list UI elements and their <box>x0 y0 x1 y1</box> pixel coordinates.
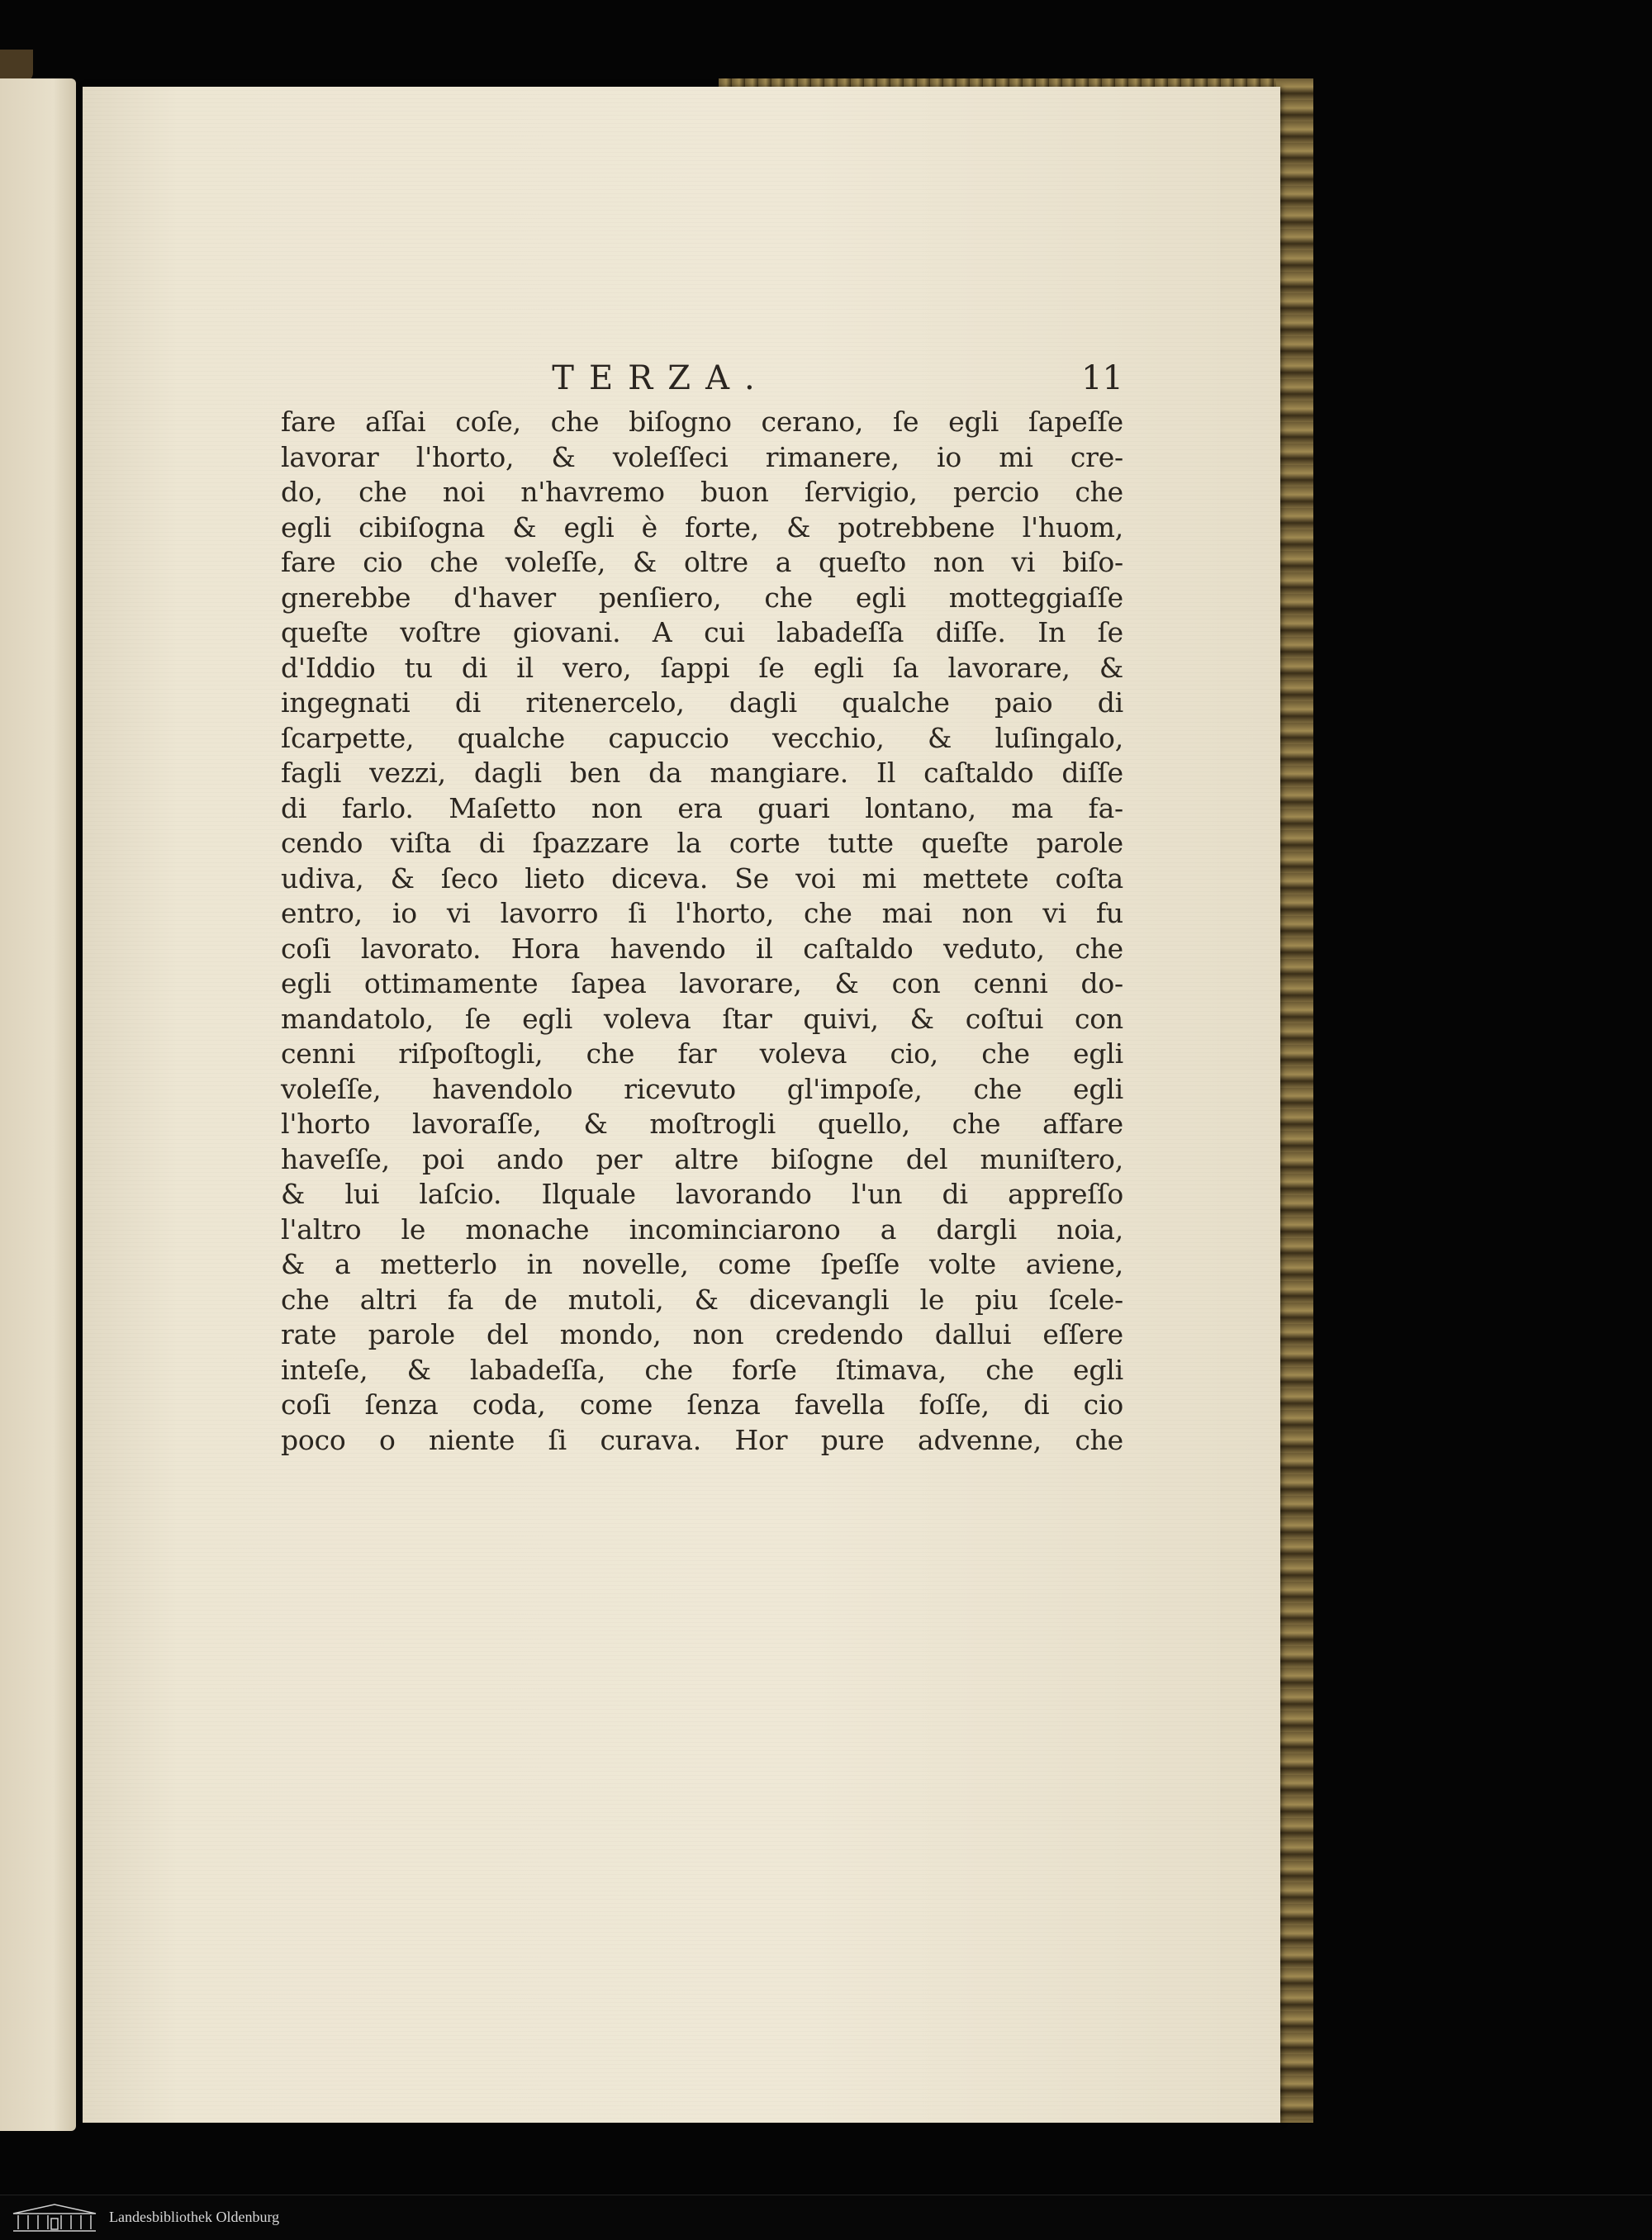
text-line: gnerebbe d'haver penſiero, che egli motteggiaſſe <box>281 581 1123 614</box>
text-line: coſi lavorato. Hora havendo il caſtaldo veduto, che <box>281 932 1123 965</box>
text-line: egli cibiſogna & egli è forte, & potrebbene l'huom, <box>281 510 1123 543</box>
book-cover-edge <box>1276 78 1313 2123</box>
text-line: udiva, & ſeco lieto diceva. Se voi mi mettete coſta <box>281 861 1123 895</box>
text-line: poco o niente ſi curava. Hor pure advenne, che <box>281 1423 1123 1456</box>
text-line: coſi ſenza coda, come ſenza favella foſſe, di cio <box>281 1388 1123 1421</box>
text-line: cendo viſta di ſpazzare la corte tutte queſte parole <box>281 827 1123 859</box>
text-line: mandatolo, ſe egli voleva ſtar quivi, & coſtui con <box>281 1002 1123 1035</box>
library-name: Landesbibliothek Oldenburg <box>109 2209 280 2225</box>
running-head: TERZA. <box>552 359 770 397</box>
text-line: haveſſe, poi ando per altre biſogne del muniſtero, <box>281 1142 1123 1175</box>
text-line: fagli vezzi, dagli ben da mangiare. Il caſtaldo diſſe <box>281 757 1123 789</box>
text-line: cenni riſpoſtogli, che far voleva cio, che egli <box>281 1037 1123 1070</box>
page-header <box>281 359 1123 401</box>
text-line: queſte voſtre giovani. A cui labadeſſa diſſe. In ſe <box>281 616 1123 648</box>
footer-bar <box>0 2195 1652 2240</box>
text-line: ingegnati di ritenercelo, dagli qualche paio di <box>281 686 1123 719</box>
left-page <box>0 78 76 2131</box>
text-line: lavorar l'horto, & voleſſeci rimanere, io mi cre- <box>281 440 1123 473</box>
text-line: rate parole del mondo, non credendo dallui eſſere <box>281 1318 1123 1350</box>
text-line: voleſſe, havendolo ricevuto gl'impoſe, che egli <box>281 1072 1123 1105</box>
text-line: fare aſſai coſe, che biſogno cerano, ſe egli ſapeſſe <box>281 406 1123 438</box>
left-page-edge <box>0 50 33 83</box>
text-line: di farlo. Maſetto non era guari lontano, ma fa- <box>281 791 1123 824</box>
text-line: egli ottimamente ſapea lavorare, & con cenni do- <box>281 967 1123 999</box>
text-line: ſcarpette, qualche capuccio vecchio, & luſingalo, <box>281 721 1123 754</box>
text-line: & a metterlo in novelle, come ſpeſſe volte aviene, <box>281 1248 1123 1280</box>
body-text <box>281 405 1123 1458</box>
text-line: che altri fa de mutoli, & dicevangli le piu ſcele- <box>281 1283 1123 1316</box>
library-building-icon <box>10 2202 99 2233</box>
text-line: l'horto lavoraſſe, & moſtrogli quello, che affare <box>281 1108 1123 1140</box>
text-line: l'altro le monache incominciarono a dargli noia, <box>281 1213 1123 1246</box>
text-line: & lui laſcio. Ilquale lavorando l'un di appreſſo <box>281 1178 1123 1210</box>
page-number: 11 <box>1081 359 1123 397</box>
text-line: entro, io vi lavorro ſi l'horto, che mai non vi fu <box>281 897 1123 929</box>
text-line: inteſe, & labadeſſa, che forſe ſtimava, che egli <box>281 1353 1123 1386</box>
text-line: do, che noi n'havremo buon ſervigio, percio che <box>281 476 1123 508</box>
text-line: d'Iddio tu di il vero, ſappi ſe egli ſa lavorare, & <box>281 651 1123 684</box>
text-line: fare cio che voleſſe, & oltre a queſto non vi biſo- <box>281 546 1123 578</box>
